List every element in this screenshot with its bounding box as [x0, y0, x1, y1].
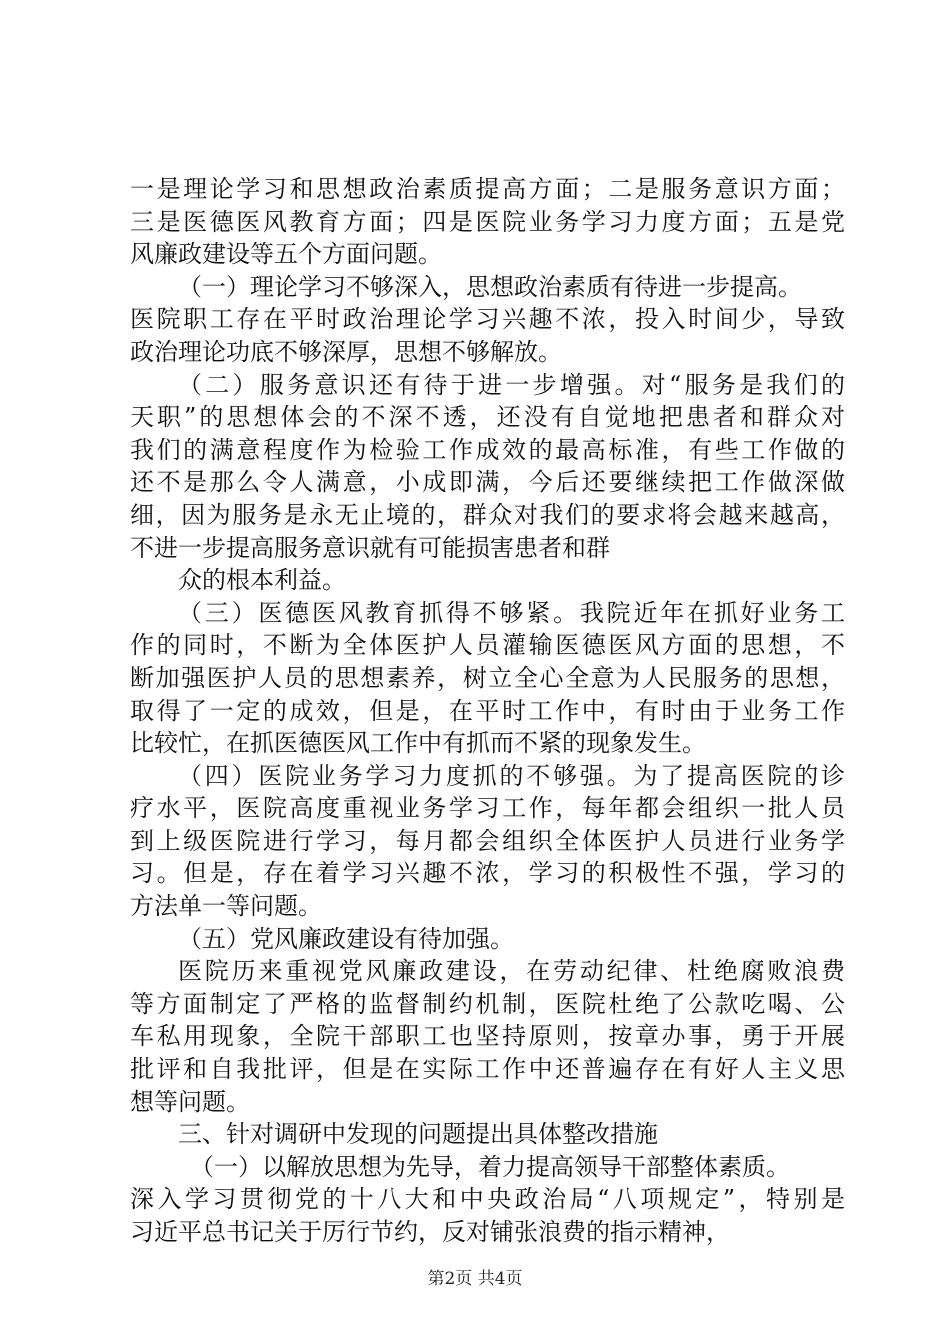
- text-line: 众的根本利益。: [178, 566, 346, 595]
- page-footer: 第2页 共4页: [427, 1269, 523, 1289]
- text-line: 医院历来重视党风廉政建设，在劳动纪律、杜绝腐败浪费: [178, 957, 845, 986]
- text-line: 还不是那么令人满意，小成即满，今后还要继续把工作做深做: [130, 468, 845, 497]
- paragraph-heading: （二）服务意识还有待于进一步增强。对“服务是我们的: [178, 370, 845, 399]
- paragraph-heading: （三）医德医风教育抓得不够紧。我院近年在抓好业务工: [178, 598, 845, 627]
- text-line: 三是医德医风教育方面；四是医院业务学习力度方面；五是党: [130, 207, 845, 236]
- section-heading: 三、针对调研中发现的问题提出具体整改措施: [178, 1120, 658, 1149]
- text-line: 细，因为服务是永无止境的，群众对我们的要求将会越来越高，: [130, 500, 845, 529]
- text-line: 天职”的思想体会的不深不透，还没有自觉地把患者和群众对: [130, 403, 845, 432]
- text-line: 等方面制定了严格的监督制约机制，医院杜绝了公款吃喝、公: [130, 989, 845, 1018]
- paragraph-heading: （一）理论学习不够深入，思想政治素质有待进一步提高。: [178, 272, 802, 301]
- document-body: [130, 173, 845, 1249]
- text-line: 医院职工存在平时政治理论学习兴趣不浓，投入时间少，导致: [130, 305, 845, 334]
- text-line: 疗水平，医院高度重视业务学习工作，每年都会组织一批人员: [130, 794, 845, 823]
- text-line: 风廉政建设等五个方面问题。: [130, 240, 442, 269]
- text-line: 政治理论功底不够深厚，思想不够解放。: [130, 337, 562, 366]
- paragraph-heading: （一）以解放思想为先导，着力提高领导干部整体素质。: [190, 1152, 790, 1181]
- text-line: 习近平总书记关于厉行节约，反对铺张浪费的指示精神，: [130, 1218, 730, 1246]
- text-line: 到上级医院进行学习，每月都会组织全体医护人员进行业务学: [130, 826, 845, 855]
- text-line: 作的同时，不断为全体医护人员灌输医德医风方面的思想，不: [130, 631, 845, 660]
- text-line: 我们的满意程度作为检验工作成效的最高标准，有些工作做的: [130, 435, 845, 464]
- text-line: 不进一步提高服务意识就有可能损害患者和群: [130, 533, 610, 562]
- paragraph-heading: （五）党风廉政建设有待加强。: [178, 924, 514, 953]
- text-line: 取得了一定的成效，但是，在平时工作中，有时由于业务工作: [130, 696, 845, 725]
- text-line: 深入学习贯彻党的十八大和中央政治局“八项规定”，特别是: [130, 1185, 845, 1214]
- text-line: 批评和自我批评，但是在实际工作中还普遍存在有好人主义思: [130, 1055, 845, 1084]
- text-line: 方法单一等问题。: [130, 892, 322, 921]
- paragraph-heading: （四）医院业务学习力度抓的不够强。为了提高医院的诊: [178, 761, 845, 790]
- text-line: 断加强医护人员的思想素养，树立全心全意为人民服务的思想，: [130, 663, 845, 692]
- text-line: 想等问题。: [130, 1087, 250, 1116]
- text-line: 比较忙，在抓医德医风工作中有抓而不紧的现象发生。: [130, 729, 706, 758]
- text-line: 车私用现象，全院干部职工也坚持原则，按章办事，勇于开展: [130, 1022, 845, 1051]
- text-line: 习。但是，存在着学习兴趣不浓，学习的积极性不强，学习的: [130, 859, 845, 888]
- text-line: 一是理论学习和思想政治素质提高方面；二是服务意识方面；: [130, 175, 845, 203]
